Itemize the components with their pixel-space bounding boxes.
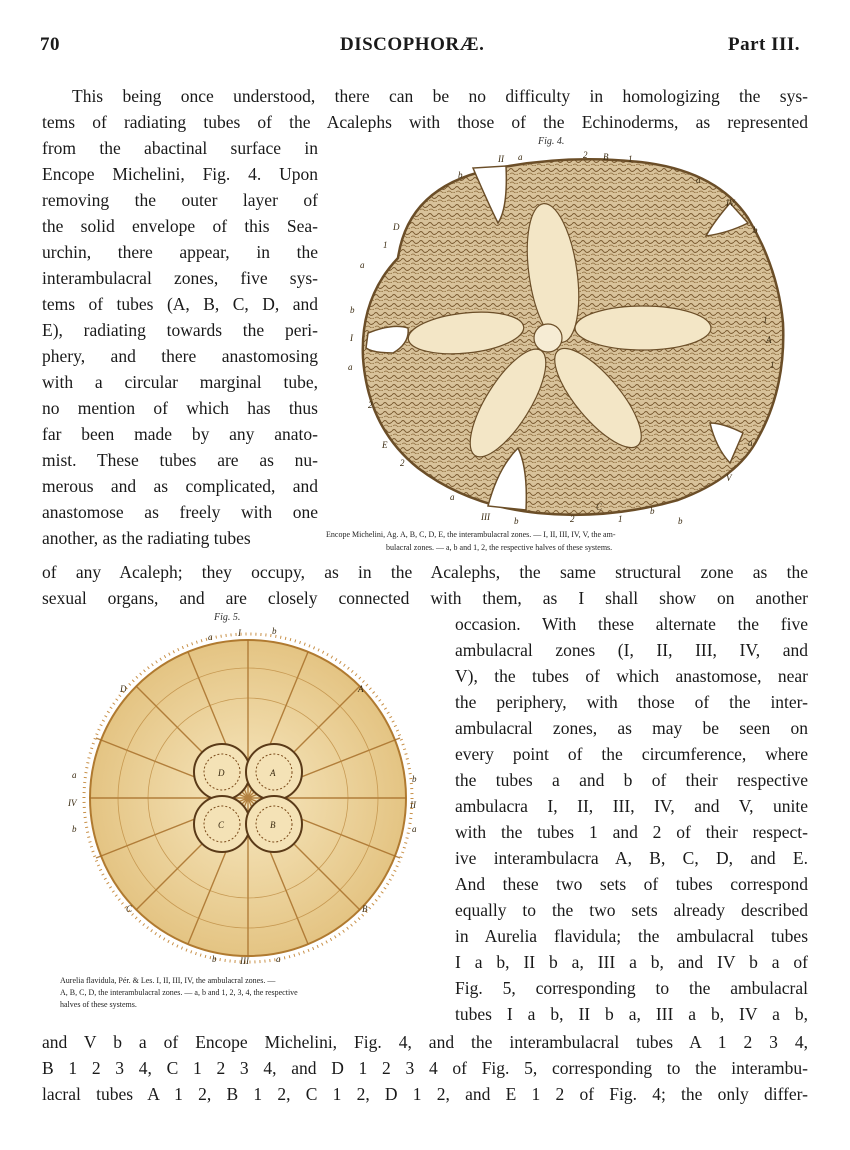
part-label: Part III.: [728, 34, 801, 55]
fig4-zone-label: I: [350, 333, 353, 343]
body-line: mist. These tubes are as nu-: [42, 450, 318, 470]
body-line: the tubes a and b of their respective: [455, 770, 808, 790]
body-line: tubes I a b, II b a, III a b, IV a b,: [455, 1004, 808, 1024]
page-number: 70: [40, 34, 60, 55]
fig4-zone-label: b: [650, 506, 655, 516]
fig4-zone-label: IV: [726, 198, 735, 208]
fig4-zone-label: 1: [383, 240, 388, 250]
fig4-zone-label: a: [518, 152, 523, 162]
fig5-zone-label: C: [218, 820, 225, 830]
body-line: anastomose as freely with one: [42, 502, 318, 522]
fig5-zone-label: b: [272, 626, 277, 636]
fig5-zone-label: B: [270, 820, 276, 830]
body-line: This being once understood, there can be no difficulty in homologizing the sys-: [72, 86, 808, 106]
body-line: the solid envelope of this Sea-: [42, 216, 318, 236]
body-line: removing the outer layer of: [42, 190, 318, 210]
body-line: occasion. With these alternate the five: [455, 614, 808, 634]
fig4-zone-label: b: [458, 170, 463, 180]
body-line: ambulacral zones, as may be seen on: [455, 718, 808, 738]
fig4-zone-label: a: [450, 492, 455, 502]
fig4-zone-label: 2: [570, 514, 575, 524]
running-title: DISCOPHORÆ.: [340, 34, 485, 55]
fig4-caption-line: Encope Michelini, Ag. A, B, C, D, E, the interambulacral zones. — I, II, III, IV, V, the am-: [326, 530, 616, 539]
fig4-zone-label: 1: [628, 154, 633, 164]
fig5-zone-label: C: [126, 904, 133, 914]
fig5-zone-label: D: [218, 768, 225, 778]
body-line: the periphery, with those of the inter-: [455, 692, 808, 712]
body-line: with the tubes 1 and 2 of their respect-: [455, 822, 808, 842]
body-line: another, as the radiating tubes: [42, 528, 251, 548]
fig5-zone-label: II: [410, 800, 416, 810]
fig4-caption-line: bulacral zones. — a, b and 1, 2, the respective halves of these systems.: [386, 543, 613, 552]
fig5-zone-label: D: [120, 684, 127, 694]
fig4-zone-label: b: [350, 305, 355, 315]
fig5-zone-label: a: [276, 954, 281, 964]
fig5-medusa-illustration: [62, 622, 434, 974]
fig4-zone-label: D: [393, 222, 400, 232]
body-line: tems of tubes (A, B, C, D, and: [42, 294, 318, 314]
fig5-zone-label: III: [240, 956, 249, 966]
fig4-label: Fig. 4.: [538, 136, 565, 147]
body-line: E), radiating towards the peri-: [42, 320, 318, 340]
body-line: sexual organs, and are closely connected with them, as I shall show on another: [42, 588, 808, 608]
fig5-caption-line: Aurelia flavidula, Pér. & Les. I, II, III, IV, the ambulacral zones. —: [60, 976, 276, 985]
fig4-zone-label: b: [514, 516, 519, 526]
body-line: ambulacra I, II, III, IV, and V, unite: [455, 796, 808, 816]
fig4-zone-label: 2: [583, 150, 588, 160]
fig4-zone-label: II: [498, 154, 504, 164]
fig4-test-outline: [363, 159, 784, 515]
body-line: ambulacral zones (I, II, III, IV, and: [455, 640, 808, 660]
fig4-zone-label: A: [766, 335, 772, 345]
fig5-zone-label: b: [72, 824, 77, 834]
fig4-zone-label: 1: [618, 514, 623, 524]
body-line: interambulacral zones, five sys-: [42, 268, 318, 288]
body-line: from the abactinal surface in: [42, 138, 318, 158]
body-line: tems of radiating tubes of the Acalephs with those of the Echinoderms, as represented: [42, 112, 808, 132]
fig4-zone-label: a: [348, 362, 353, 372]
body-line: I a b, II b a, III a b, and IV b a of: [455, 952, 808, 972]
fig4-zone-label: a: [696, 175, 701, 185]
body-line: with a circular marginal tube,: [42, 372, 318, 392]
fig5-zone-label: A: [358, 684, 364, 694]
body-line: phery, and there anastomosing: [42, 346, 318, 366]
body-line: Encope Michelini, Fig. 4. Upon: [42, 164, 318, 184]
body-line: in Aurelia flavidula; the ambulacral tubes: [455, 926, 808, 946]
body-line: B 1 2 3 4, C 1 2 3 4, and D 1 2 3 4 of Fig. 5, corresponding to the interambu-: [42, 1058, 808, 1078]
fig4-zone-label: 1: [763, 315, 768, 325]
fig4-zone-label: V: [726, 473, 732, 483]
body-line: V), the tubes of which anastomose, near: [455, 666, 808, 686]
fig5-caption-line: halves of these systems.: [60, 1000, 137, 1009]
fig5-zone-label: B: [362, 904, 368, 914]
fig4-zone-label: 2: [368, 400, 373, 410]
fig5-zone-label: b: [212, 954, 217, 964]
fig5-zone-label: IV: [68, 798, 77, 808]
body-line: And these two sets of tubes correspond: [455, 874, 808, 894]
fig5-zone-label: A: [270, 768, 276, 778]
body-line: merous and as complicated, and: [42, 476, 318, 496]
fig5-zone-label: a: [72, 770, 77, 780]
fig4-zone-label: a: [748, 438, 753, 448]
fig5-zone-label: a: [208, 632, 213, 642]
body-line: Fig. 5, corresponding to the ambulacral: [455, 978, 808, 998]
fig5-label: Fig. 5.: [214, 612, 241, 623]
fig5-zone-label: a: [412, 824, 417, 834]
fig5-zone-label: I: [238, 628, 241, 638]
body-line: equally to the two sets already described: [455, 900, 808, 920]
fig5-zone-label: b: [412, 774, 417, 784]
fig5-caption-line: A, B, C, D, the interambulacral zones. — a, b and 1, 2, 3, 4, the respective: [60, 988, 298, 997]
body-line: lacral tubes A 1 2, B 1 2, C 1 2, D 1 2, and E 1 2 of Fig. 4; the only differ-: [42, 1084, 808, 1104]
fig4-echinoderm-illustration: [338, 148, 804, 526]
fig4-zone-label: III: [481, 512, 490, 522]
fig4-zone-label: E: [382, 440, 388, 450]
fig4-zone-label: B: [603, 152, 609, 162]
fig4-zone-label: a: [360, 260, 365, 270]
body-line: every point of the circumference, where: [455, 744, 808, 764]
fig4-zone-label: b: [753, 225, 758, 235]
body-line: ive interambulacra A, B, C, D, and E.: [455, 848, 808, 868]
body-line: and V b a of Encope Michelini, Fig. 4, and the interambulacral tubes A 1 2 3 4,: [42, 1032, 808, 1052]
body-line: urchin, there appear, in the: [42, 242, 318, 262]
body-line: far been made by any anato-: [42, 424, 318, 444]
fig4-zone-label: 2: [400, 458, 405, 468]
body-line: no mention of which has thus: [42, 398, 318, 418]
fig4-zone-label: C: [596, 502, 603, 512]
body-line: of any Acaleph; they occupy, as in the Acalephs, the same structural zone as the: [42, 562, 808, 582]
fig4-zone-label: 1: [770, 360, 775, 370]
fig4-zone-label: b: [678, 516, 683, 526]
